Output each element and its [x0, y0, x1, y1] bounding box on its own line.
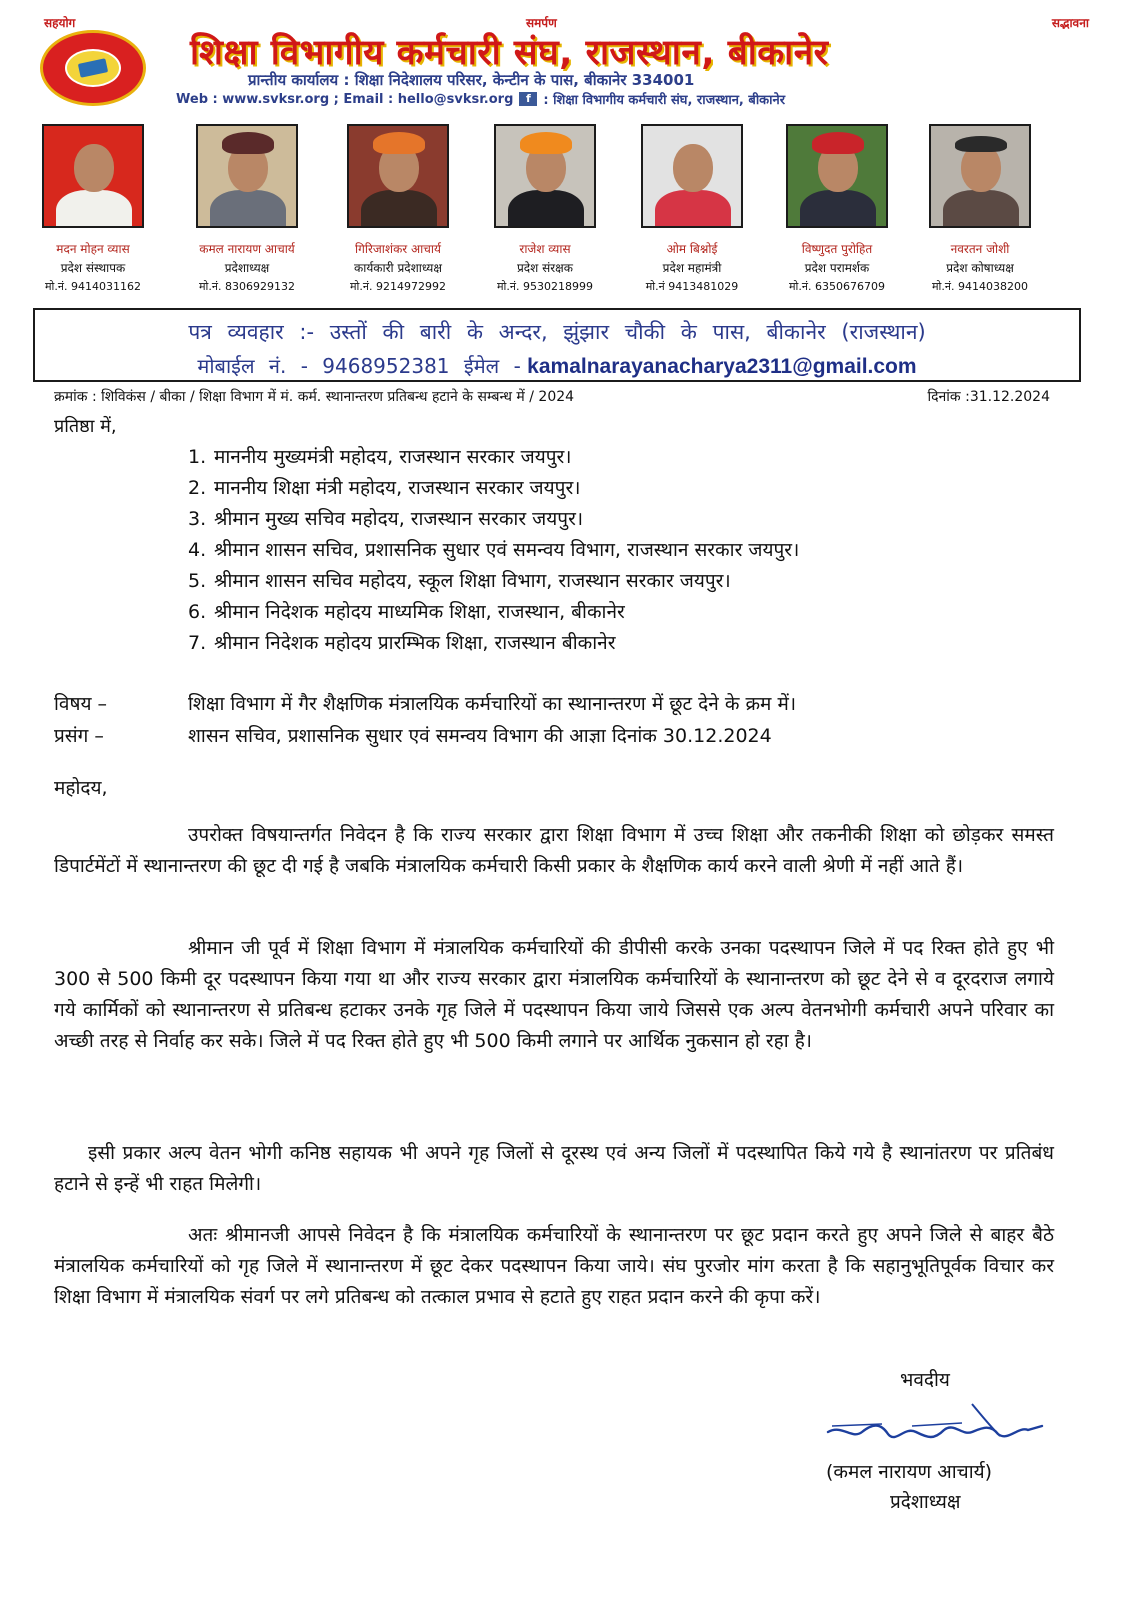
signer-name: (कमल नारायण आचार्य) — [826, 1461, 993, 1483]
bearer-post: प्रदेशाध्यक्ष — [224, 261, 270, 275]
bearer-mobile: मो.नं. 9414038200 — [931, 280, 1028, 293]
body-paragraph: उपरोक्त विषयान्तर्गत निवेदन है कि राज्य सरकार द्वारा शिक्षा विभाग में उच्च शिक्षा और तकनीकी शिक्षा को छोड़कर समस्त डिपार्टमेंटों में स्थानान्तरण की छूट दी गई है जबकि मंत्रालयिक कर्मचारी किसी प्रकार के शैक्षणिक कार्य करने वाली श्रेणी में नहीं आते हैं। — [54, 824, 1054, 877]
correspondence-box — [33, 308, 1081, 382]
bearer-photo — [347, 124, 449, 228]
body-paragraph: अतः श्रीमानजी आपसे निवेदन है कि मंत्रालयिक कर्मचारियों के स्थानान्तरण पर छूट प्रदान करते हुए अपने जिले से बाहर बैठे मंत्रालयिक कर्मचारियों को गृह जिले में स्थानान्तरण में छूट देकर पदस्थापन किया जाये। संघ पुरजोर मांग करता है कि सहानुभूतिपूर्वक विचार कर शिक्षा विभाग में मंत्रालयिक संवर्ग पर लगे प्रतिबन्ध को तत्काल प्रभाव से हटाते हुए राहत प्रदान करने की कृपा करें। — [54, 1224, 1054, 1308]
bearer-mobile: मो.नं. 9530218999 — [496, 280, 593, 293]
bearer-post: प्रदेश परामर्शक — [804, 261, 870, 275]
subject-text: शिक्षा विभाग में गैर शैक्षणिक मंत्रालयिक कर्मचारियों का स्थानान्तरण में छूट देने के क्रम में। — [188, 693, 797, 715]
tag-sahyog: सहयोग — [44, 16, 76, 30]
bearer-card — [172, 124, 322, 294]
letter-date: दिनांक :31.12.2024 — [927, 389, 1050, 405]
bearer-mobile: मो.नं. 6350676709 — [788, 280, 885, 293]
bearer-post: प्रदेश कोषाध्यक्ष — [946, 261, 1014, 275]
tag-samarpan: समर्पण — [526, 16, 557, 30]
bearer-photo — [42, 124, 144, 228]
bearer-post: कार्यकारी प्रदेशाध्यक्ष — [354, 261, 442, 275]
office-address: प्रान्तीय कार्यालय : शिक्षा निदेशालय परिसर, केन्टीन के पास, बीकानेर 334001 — [248, 71, 695, 89]
recipient-list — [188, 442, 799, 659]
bearer-name: ओम बिश्नोई — [666, 242, 718, 256]
bearer-name: कमल नारायण आचार्य — [199, 242, 295, 256]
bearer-mobile: मो.नं 9413481029 — [645, 280, 739, 293]
web-email-line — [176, 90, 785, 108]
closing: भवदीय — [900, 1369, 950, 1391]
bearer-photo — [786, 124, 888, 228]
list-item: 6. श्रीमान निदेशक महोदय माध्यमिक शिक्षा, राजस्थान, बीकानेर — [188, 601, 625, 623]
bearer-card — [617, 124, 767, 294]
contact-email: kamalnarayanacharya2311@gmail.com — [527, 355, 917, 378]
bearer-card — [905, 124, 1055, 294]
bearer-photo — [641, 124, 743, 228]
web-email-text: Web : www.svksr.org ; Email : hello@svksr.org — [176, 91, 514, 107]
list-item: 3. श्रीमान मुख्य सचिव महोदय, राजस्थान सरकार जयपुर। — [188, 508, 584, 530]
bearer-name: मदन मोहन व्यास — [56, 242, 130, 256]
body-paragraph: श्रीमान जी पूर्व में शिक्षा विभाग में मंत्रालयिक कर्मचारियों की डीपीसी करके उनका पदस्थापन जिले में पद रिक्त होते हुए भी 300 से 500 किमी दूर पदस्थापन किया गया था और राज्य सरकार द्वारा मंत्रालयिक कर्मचारियों के स्थानान्तरण को छूट देने से व दूरदराज लगाये गये कार्मिकों को स्थानान्तरण से प्रतिबन्ध हटाकर उनके गृह जिले में पदस्थापन किया जाये जिससे एक अल्प वेतनभोगी कर्मचारी अपने परिवार का अच्छी तरह से निर्वाह कर सके। जिले में पद रिक्त होते हुए भी 500 किमी लगाने पर आर्थिक नुकसान हो रहा है। — [54, 937, 1054, 1052]
context-text: शासन सचिव, प्रशासनिक सुधार एवं समन्वय विभाग की आज्ञा दिनांक 30.12.2024 — [188, 725, 772, 747]
handwritten-signature-icon — [822, 1396, 1048, 1460]
signer-designation: प्रदेशाध्यक्ष — [890, 1491, 961, 1513]
reference-number: क्रमांक : शिविकंस / बीका / शिक्षा विभाग में मं. कर्म. स्थानान्तरण प्रतिबन्ध हटाने के सम्बन्ध में / 2024 — [54, 389, 575, 405]
list-item: 1. माननीय मुख्यमंत्री महोदय, राजस्थान सरकार जयपुर। — [188, 446, 572, 468]
bearer-name: नवरतन जोशी — [950, 242, 1010, 256]
facebook-page-text: : शिक्षा विभागीय कर्मचारी संघ, राजस्थान, बीकानेर — [543, 93, 786, 108]
bearer-post: प्रदेश संरक्षक — [516, 261, 573, 275]
bearer-mobile: मो.नं. 9214972992 — [349, 280, 446, 293]
list-item: 5. श्रीमान शासन सचिव महोदय, स्कूल शिक्षा विभाग, राजस्थान सरकार जयपुर। — [188, 570, 731, 592]
organization-name: शिक्षा विभागीय कर्मचारी संघ, राजस्थान, बीकानेर — [190, 33, 829, 73]
bearer-photo — [494, 124, 596, 228]
bearer-photo — [929, 124, 1031, 228]
bearer-name: राजेश व्यास — [519, 242, 571, 256]
list-item: 7. श्रीमान निदेशक महोदय प्रारम्भिक शिक्षा, राजस्थान बीकानेर — [188, 632, 616, 654]
bearer-mobile: मो.नं. 8306929132 — [198, 280, 295, 293]
bearer-post: प्रदेश संस्थापक — [60, 261, 126, 275]
bearer-photo — [196, 124, 298, 228]
facebook-icon: f — [519, 92, 537, 106]
contact-label: मोबाईल नं. - 9468952381 ईमेल - — [197, 354, 521, 378]
body-paragraph: इसी प्रकार अल्प वेतन भोगी कनिष्ठ सहायक भी अपने गृह जिलों से दूरस्थ एवं अन्य जिलों में पदस्थापित किये गये है स्थानांतरण पर प्रतिबंध हटाने से इन्हें भी राहत मिलेगी। — [54, 1142, 1054, 1195]
bearer-post: प्रदेश महामंत्री — [662, 261, 722, 275]
correspondence-contact — [35, 352, 1079, 379]
list-item: 2. माननीय शिक्षा मंत्री महोदय, राजस्थान सरकार जयपुर। — [188, 477, 581, 499]
union-emblem-icon — [40, 30, 146, 106]
addressee-heading: प्रतिष्ठा में, — [54, 416, 117, 437]
office-bearers — [0, 124, 1131, 299]
correspondence-address: पत्र व्यवहार :- उस्तों की बारी के अन्दर, झुंझार चौकी के पास, बीकानेर (राजस्थान) — [188, 320, 926, 344]
tag-sadbhavna: सद्भावना — [1051, 16, 1089, 30]
bearer-card — [323, 124, 473, 294]
bearer-name: विष्णुदत पुरोहित — [801, 242, 873, 256]
salutation: महोदय, — [54, 777, 108, 799]
list-item: 4. श्रीमान शासन सचिव, प्रशासनिक सुधार एवं समन्वय विभाग, राजस्थान सरकार जयपुर। — [188, 539, 800, 561]
bearer-card — [18, 124, 168, 294]
bearer-card — [762, 124, 912, 294]
context-label: प्रसंग – — [54, 725, 104, 747]
subject-label: विषय – — [54, 693, 108, 715]
bearer-name: गिरिजाशंकर आचार्य — [355, 242, 441, 256]
bearer-mobile: मो.नं. 9414031162 — [44, 280, 141, 293]
bearer-card — [470, 124, 620, 294]
